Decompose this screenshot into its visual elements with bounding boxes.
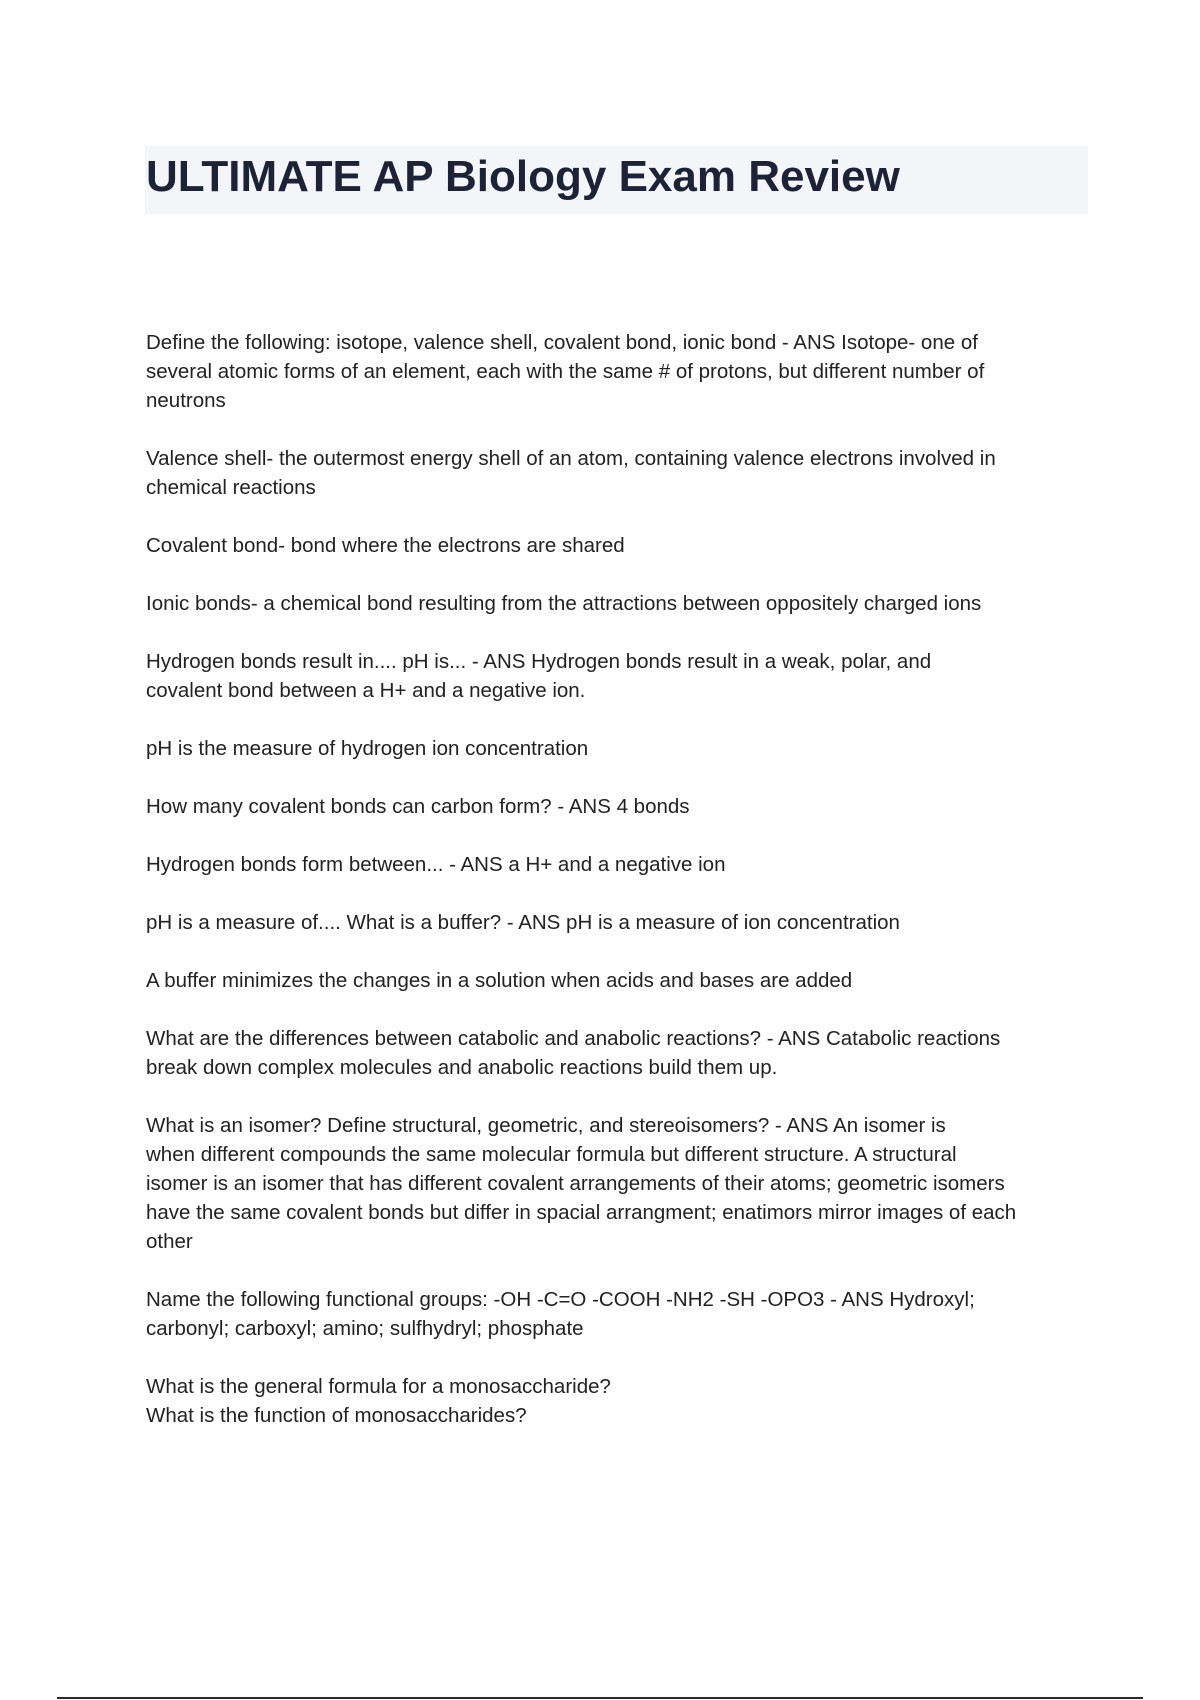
qa-paragraph	[146, 531, 1091, 560]
paragraph-line: A buffer minimizes the changes in a solution when acids and bases are added	[146, 969, 853, 992]
paragraph-line: covalent bond between a H+ and a negative ion.	[146, 679, 586, 702]
paragraph-line: neutrons	[146, 389, 226, 412]
paragraph-line: Hydrogen bonds result in.... pH is... - ANS Hydrogen bonds result in a weak, polar, and	[146, 650, 932, 673]
paragraph-line: other	[146, 1230, 193, 1253]
qa-paragraph	[146, 1372, 1091, 1430]
paragraph-line: pH is a measure of.... What is a buffer? - ANS pH is a measure of ion concentration	[146, 911, 900, 934]
paragraph-line: Hydrogen bonds form between... - ANS a H+ and a negative ion	[146, 853, 726, 876]
paragraph-line: isomer is an isomer that has different covalent arrangements of their atoms; geometric isomers	[146, 1172, 1005, 1195]
qa-paragraph	[146, 734, 1091, 763]
qa-paragraph	[146, 908, 1091, 937]
qa-paragraph	[146, 1111, 1091, 1256]
paragraph-line: Name the following functional groups: -OH -C=O -COOH -NH2 -SH -OPO3 - ANS Hydroxyl;	[146, 1288, 975, 1311]
qa-paragraph	[146, 647, 1091, 705]
paragraph-line: Ionic bonds- a chemical bond resulting from the attractions between oppositely charged ions	[146, 592, 982, 615]
qa-paragraph	[146, 1024, 1091, 1082]
qa-paragraph	[146, 792, 1091, 821]
paragraph-line: break down complex molecules and anabolic reactions build them up.	[146, 1056, 778, 1079]
page-title: ULTIMATE AP Biology Exam Review	[146, 152, 900, 201]
paragraph-line: What is an isomer? Define structural, geometric, and stereoisomers? - ANS An isomer is	[146, 1114, 946, 1137]
paragraph-line: carbonyl; carboxyl; amino; sulfhydryl; phosphate	[146, 1317, 584, 1340]
page-bottom-divider	[57, 1697, 1143, 1699]
qa-paragraph	[146, 444, 1091, 502]
paragraph-line: have the same covalent bonds but differ in spacial arrangment; enatimors mirror images of each	[146, 1201, 1017, 1224]
qa-paragraph	[146, 850, 1091, 879]
paragraph-line: What is the function of monosaccharides?	[146, 1404, 527, 1427]
qa-paragraph	[146, 589, 1091, 618]
paragraph-line: pH is the measure of hydrogen ion concentration	[146, 737, 589, 760]
paragraph-line: chemical reactions	[146, 476, 316, 499]
document-body	[146, 328, 1091, 1459]
paragraph-line: several atomic forms of an element, each with the same # of protons, but different number of	[146, 360, 985, 383]
paragraph-line: What is the general formula for a monosaccharide?	[146, 1375, 611, 1398]
qa-paragraph	[146, 328, 1091, 415]
paragraph-line: Define the following: isotope, valence shell, covalent bond, ionic bond - ANS Isotope- one of	[146, 331, 978, 354]
paragraph-line: Valence shell- the outermost energy shell of an atom, containing valence electrons involved in	[146, 447, 996, 470]
paragraph-line: What are the differences between catabolic and anabolic reactions? - ANS Catabolic reactions	[146, 1027, 1001, 1050]
paragraph-line: How many covalent bonds can carbon form? - ANS 4 bonds	[146, 795, 690, 818]
paragraph-line: when different compounds the same molecular formula but different structure. A structural	[146, 1143, 957, 1166]
paragraph-line: Covalent bond- bond where the electrons are shared	[146, 534, 625, 557]
qa-paragraph	[146, 966, 1091, 995]
qa-paragraph	[146, 1285, 1091, 1343]
